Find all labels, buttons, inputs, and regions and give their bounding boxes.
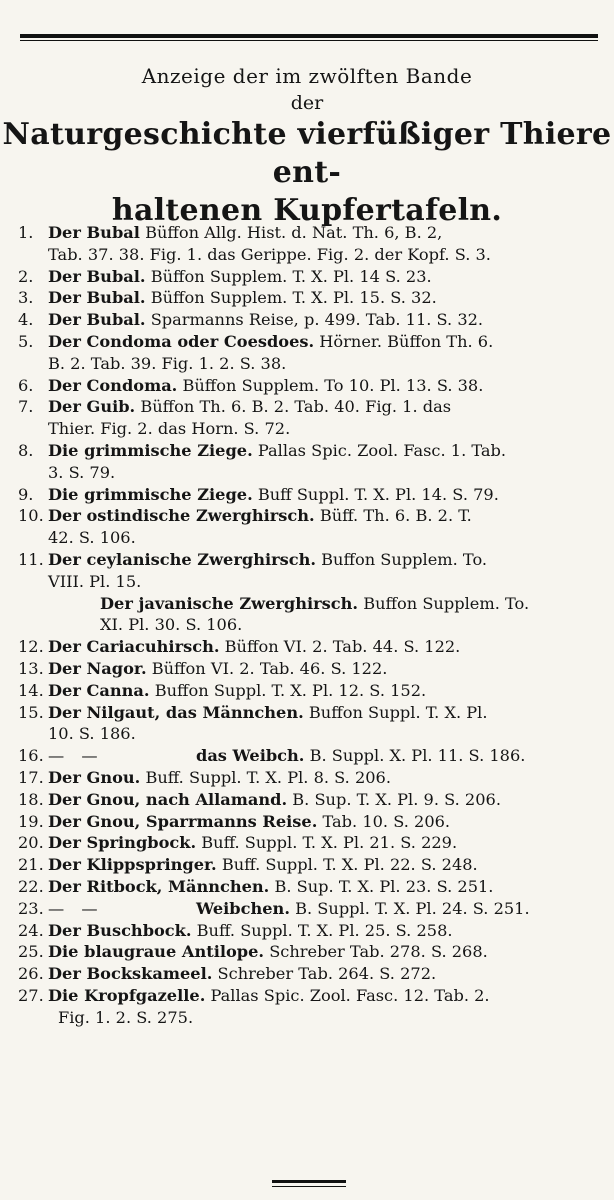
- entry-number: 13.: [18, 658, 44, 678]
- entry-animal-name: Der Gnou, nach Allamand.: [48, 789, 288, 809]
- entry-continuation: 42. S. 106.: [48, 528, 136, 548]
- entry-reference: B. Sup. T. X. Pl. 23. S. 251.: [269, 876, 494, 896]
- entry-reference: Büff. Th. 6. B. 2. T.: [314, 506, 472, 526]
- entry-reference: Büffon VI. 2. Tab. 44. S. 122.: [219, 637, 461, 657]
- bottom-rule-thin: [272, 1186, 346, 1187]
- entry-reference: Hörner. Büffon Th. 6.: [314, 331, 494, 351]
- entry-number: 26.: [18, 964, 44, 984]
- entry-number: 15.: [18, 702, 44, 722]
- entry-number: 1.: [18, 223, 34, 242]
- entry-reference: Buff. Suppl. T. X. Pl. 21. S. 229.: [196, 833, 458, 853]
- entry-animal-name: Der Canna.: [48, 680, 150, 700]
- entry-animal-name: Der Bockskameel.: [48, 964, 213, 984]
- entry-animal-name: Der Springbock.: [48, 833, 197, 853]
- entry-number: 2.: [18, 266, 34, 286]
- plate-entry: [18, 985, 608, 1007]
- entry-reference: Tab. 10. S. 206.: [317, 811, 451, 831]
- entry-animal-name: Der Bubal.: [48, 266, 146, 286]
- entry-continuation: 3. S. 79.: [48, 462, 116, 482]
- entry-number: 9.: [18, 484, 34, 504]
- heading-line-3: Naturgeschichte vierfüßiger Thiere ent-: [2, 117, 612, 190]
- entry-animal-name: Der Gnou.: [48, 767, 141, 787]
- plate-entry: [18, 702, 608, 724]
- entry-animal-name: Der Klippspringer.: [48, 855, 217, 875]
- plate-entry: [18, 331, 608, 353]
- entry-number: 19.: [18, 811, 44, 831]
- entry-reference: Buffon Supplem. To.: [316, 549, 488, 569]
- entry-number: 8.: [18, 440, 34, 460]
- entry-continuation: Fig. 1. 2. S. 275.: [58, 1007, 194, 1027]
- entry-reference: B. Suppl. T. X. Pl. 24. S. 251.: [289, 898, 530, 918]
- entry-continuation: Tab. 37. 38. Fig. 1. das Gerippe. Fig. 2. der Kopf. S. 3.: [48, 244, 491, 264]
- plate-entry: [18, 593, 608, 615]
- entry-reference: Schreber Tab. 278. S. 268.: [264, 942, 488, 962]
- entry-reference: Buffon Suppl. T. X. Pl.: [303, 702, 488, 722]
- entry-animal-name: Der Nilgaut, das Männchen.: [48, 702, 304, 722]
- entry-reference: Pallas Spic. Zool. Fasc. 1. Tab.: [252, 440, 507, 460]
- plate-list: [18, 222, 608, 1028]
- entry-animal-name: Weibchen.: [196, 898, 290, 918]
- entry-animal-name: Der Gnou, Sparrmanns Reise.: [48, 811, 318, 831]
- entry-reference: Büffon Allg. Hist. d. Nat. Th. 6, B. 2,: [139, 223, 443, 242]
- entry-number: 7.: [18, 397, 34, 417]
- plate-entry: [18, 222, 608, 244]
- entry-number: 21.: [18, 855, 44, 875]
- entry-animal-name: Die grimmische Ziege.: [48, 484, 253, 504]
- plate-entry: [18, 266, 608, 288]
- entry-animal-name: Der ostindische Zwerghirsch.: [48, 506, 315, 526]
- entry-number: 16.: [18, 746, 44, 766]
- plate-entry: [18, 920, 608, 942]
- entry-number: 20.: [18, 833, 44, 853]
- plate-entry: [18, 876, 608, 898]
- plate-entry: [18, 287, 608, 309]
- entry-reference: Büffon VI. 2. Tab. 46. S. 122.: [146, 658, 388, 678]
- plate-entry: [18, 811, 608, 833]
- entry-number: 6.: [18, 375, 34, 395]
- plate-entry: [18, 745, 608, 767]
- heading-line-4: haltenen Kupfertafeln.: [111, 193, 503, 228]
- entry-animal-name: Der Condoma.: [48, 375, 178, 395]
- entry-continuation: XI. Pl. 30. S. 106.: [100, 615, 243, 635]
- heading-line-2: der: [290, 92, 324, 114]
- plate-entry: [18, 963, 608, 985]
- entry-continuation: B. 2. Tab. 39. Fig. 1. 2. S. 38.: [48, 353, 287, 373]
- entry-continuation: 10. S. 186.: [48, 724, 136, 744]
- entry-reference: Büffon Supplem. T. X. Pl. 14 S. 23.: [145, 266, 432, 286]
- entry-animal-name: Der Ritbock, Männchen.: [48, 876, 270, 896]
- entry-number: 24.: [18, 920, 44, 940]
- plate-entry: [18, 636, 608, 658]
- entry-reference: Schreber Tab. 264. S. 272.: [212, 964, 437, 984]
- plate-entry: [18, 898, 608, 920]
- entry-number: 10.: [18, 506, 44, 526]
- entry-number: 18.: [18, 789, 44, 809]
- entry-number: 23.: [18, 898, 44, 918]
- entry-animal-name: Der Cariacuhirsch.: [48, 637, 220, 657]
- entry-animal-name: Die blaugraue Antilope.: [48, 942, 265, 962]
- entry-animal-name: Die Kropfgazelle.: [48, 985, 206, 1005]
- entry-number: 25.: [18, 942, 44, 962]
- entry-reference: Buffon Supplem. To.: [358, 593, 530, 613]
- plate-entry: [18, 832, 608, 854]
- entry-reference: Sparmanns Reise, p. 499. Tab. 11. S. 32.: [145, 310, 484, 330]
- plate-entry: [18, 854, 608, 876]
- entry-animal-name: Der Buschbock.: [48, 920, 192, 940]
- entry-number: 14.: [18, 680, 44, 700]
- entry-number: 22.: [18, 876, 44, 896]
- plate-entry: [18, 396, 608, 418]
- entry-animal-name: Der Bubal.: [48, 310, 146, 330]
- entry-reference: Buff. Suppl. T. X. Pl. 8. S. 206.: [140, 767, 392, 787]
- entry-continuation: VIII. Pl. 15.: [48, 571, 142, 591]
- entry-reference: Buffon Suppl. T. X. Pl. 12. S. 152.: [149, 680, 427, 700]
- entry-reference: Büffon Supplem. T. X. Pl. 15. S. 32.: [145, 288, 437, 308]
- entry-reference: B. Suppl. X. Pl. 11. S. 186.: [304, 746, 526, 766]
- top-rule-thin: [20, 40, 598, 41]
- entry-ditto-dash: — —: [48, 746, 104, 766]
- plate-entry: [18, 484, 608, 506]
- entry-animal-name: Der Guib.: [48, 397, 136, 417]
- plate-entry: [18, 941, 608, 963]
- plate-entry: [18, 767, 608, 789]
- entry-reference: Buff. Suppl. T. X. Pl. 25. S. 258.: [191, 920, 453, 940]
- entry-animal-name: Der Bubal.: [48, 288, 146, 308]
- plate-entry: [18, 309, 608, 331]
- entry-continuation: Thier. Fig. 2. das Horn. S. 72.: [48, 419, 291, 439]
- entry-animal-name: Der Bubal: [48, 223, 140, 242]
- bottom-rule: [272, 1180, 346, 1183]
- entry-animal-name: Der javanische Zwerghirsch.: [100, 593, 359, 613]
- entry-number: 12.: [18, 637, 44, 657]
- plate-entry: [18, 440, 608, 462]
- entry-animal-name: Der Condoma oder Coesdoes.: [48, 331, 315, 351]
- entry-number: 5.: [18, 331, 34, 351]
- entry-ditto-dash: — —: [48, 898, 104, 918]
- entry-animal-name: das Weibch.: [196, 746, 305, 766]
- entry-reference: Büffon Supplem. To 10. Pl. 13. S. 38.: [177, 375, 484, 395]
- plate-entry: [18, 375, 608, 397]
- entry-reference: Pallas Spic. Zool. Fasc. 12. Tab. 2.: [205, 985, 490, 1005]
- heading-line-1: Anzeige der im zwölften Bande: [141, 64, 473, 88]
- plate-entry: [18, 680, 608, 702]
- plate-entry: [18, 658, 608, 680]
- plate-entry: [18, 505, 608, 527]
- top-rule: [20, 34, 598, 38]
- entry-animal-name: Der Nagor.: [48, 658, 147, 678]
- entry-number: 3.: [18, 288, 34, 308]
- page-heading: [0, 62, 614, 230]
- entry-number: 27.: [18, 985, 44, 1005]
- entry-reference: Buff. Suppl. T. X. Pl. 22. S. 248.: [216, 855, 478, 875]
- entry-number: 4.: [18, 310, 34, 330]
- plate-entry: [18, 789, 608, 811]
- entry-number: 11.: [18, 549, 44, 569]
- entry-animal-name: Der ceylanische Zwerghirsch.: [48, 549, 317, 569]
- entry-animal-name: Die grimmische Ziege.: [48, 440, 253, 460]
- entry-reference: Buff Suppl. T. X. Pl. 14. S. 79.: [252, 484, 499, 504]
- entry-reference: Büffon Th. 6. B. 2. Tab. 40. Fig. 1. das: [135, 397, 452, 417]
- entry-reference: B. Sup. T. X. Pl. 9. S. 206.: [287, 789, 501, 809]
- entry-number: 17.: [18, 767, 44, 787]
- plate-entry: [18, 549, 608, 571]
